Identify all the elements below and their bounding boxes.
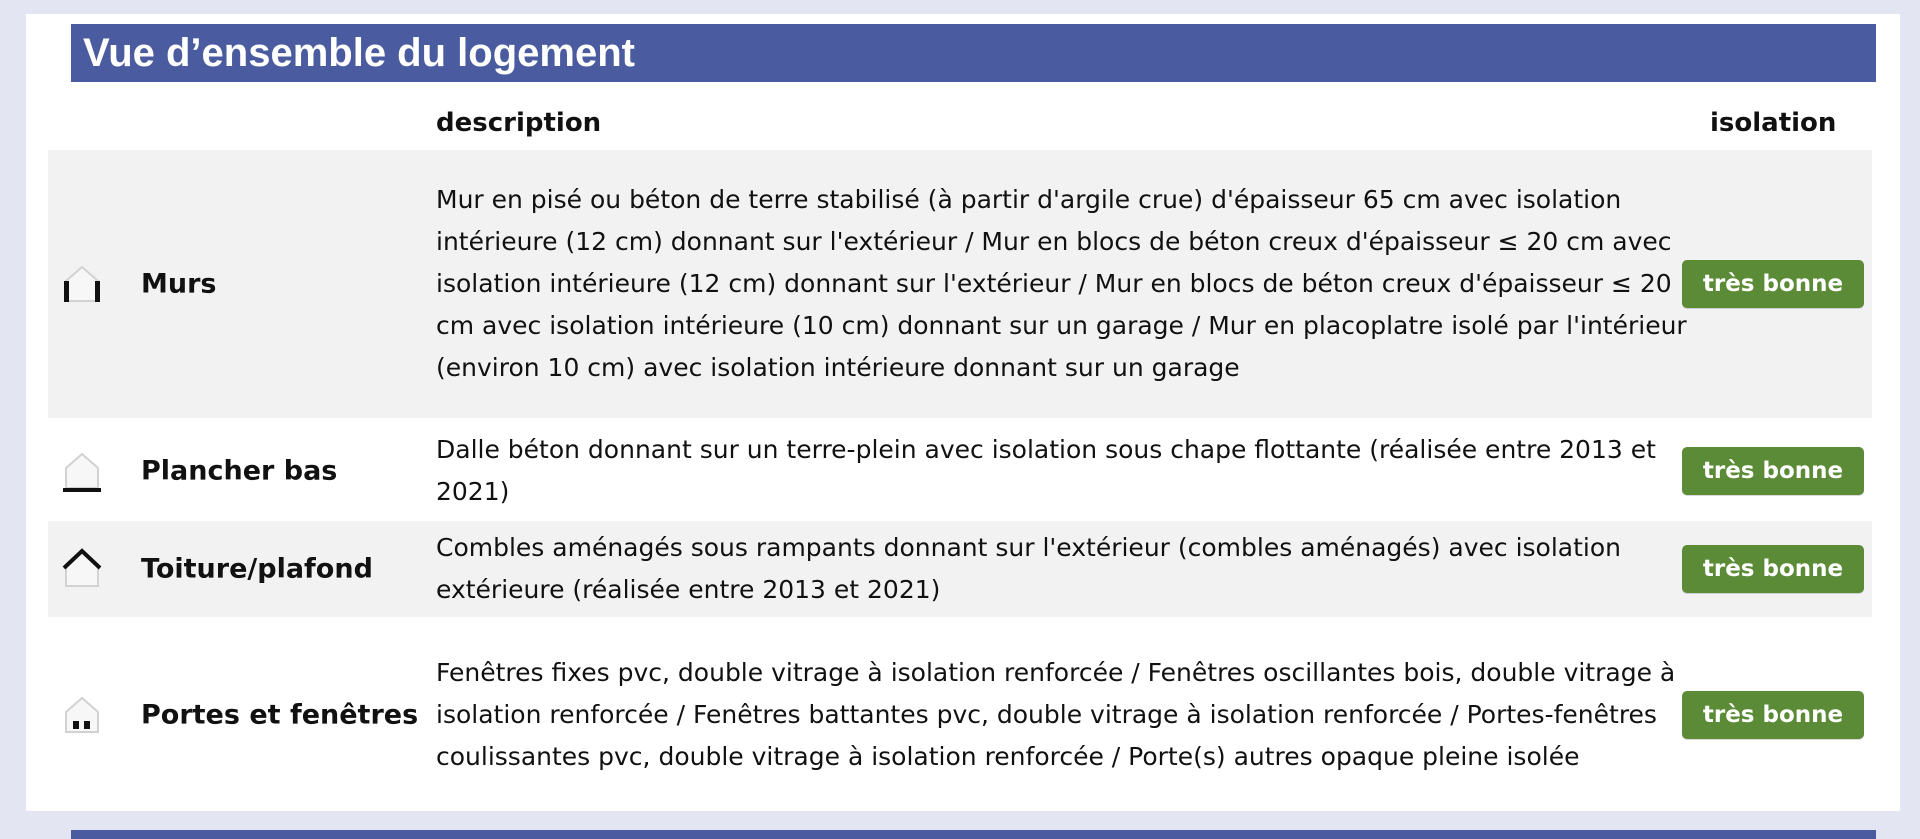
next-section-header bbox=[71, 830, 1876, 839]
row-description: Mur en pisé ou béton de terre stabilisé (à partir d'argile crue) d'épaisseur 65 cm avec isolation intérieure (12 cm) donnant sur l'extérieur / Mur en blocs de béton creux d'épaisseur ≤ 20 cm avec isolation intérieure (12 cm) donnant sur l'extérieur / Mur en blocs de béton creux d'épaisseur ≤ 20 cm avec isolation intérieure (10 cm) donnant sur un garage / Mur en placoplatre isolé par l'intérieur (environ 10 cm) avec isolation intérieure donnant sur un garage bbox=[436, 185, 1687, 382]
section-title: Vue d’ensemble du logement bbox=[71, 24, 1876, 82]
row-label: Toiture/plafond bbox=[141, 553, 373, 585]
table-row-plancher-bas bbox=[48, 424, 1872, 518]
floor-icon bbox=[60, 446, 104, 496]
isolation-badge: très bonne bbox=[1682, 260, 1864, 308]
row-description: Combles aménagés sous rampants donnant sur l'extérieur (combles aménagés) avec isolation extérieure (réalisée entre 2013 et 2021) bbox=[436, 533, 1621, 604]
isolation-badge: très bonne bbox=[1682, 545, 1864, 593]
row-label: Murs bbox=[141, 268, 217, 300]
description-column-header: description bbox=[436, 108, 602, 138]
isolation-badge: très bonne bbox=[1682, 691, 1864, 739]
isolation-badge: très bonne bbox=[1682, 447, 1864, 495]
table-row-portes-fenetres bbox=[48, 621, 1872, 809]
wall-icon bbox=[60, 259, 104, 309]
doors-windows-icon bbox=[60, 690, 104, 740]
isolation-column-header: isolation bbox=[1710, 108, 1837, 138]
roof-icon bbox=[60, 544, 104, 594]
table-row-toiture-plafond bbox=[48, 521, 1872, 617]
row-description: Fenêtres fixes pvc, double vitrage à isolation renforcée / Fenêtres oscillantes bois, double vitrage à isolation renforcée / Fenêtres battantes pvc, double vitrage à isolation renforcée / Portes-fenêtres coulissantes pvc, double vitrage à isolation renforcée / Porte(s) autres opaque pleine isolée bbox=[436, 658, 1676, 771]
table-row-murs bbox=[48, 150, 1872, 418]
row-label: Portes et fenêtres bbox=[141, 699, 419, 731]
row-description: Dalle béton donnant sur un terre-plein avec isolation sous chape flottante (réalisée entre 2013 et 2021) bbox=[436, 435, 1656, 506]
row-label: Plancher bas bbox=[141, 455, 338, 487]
